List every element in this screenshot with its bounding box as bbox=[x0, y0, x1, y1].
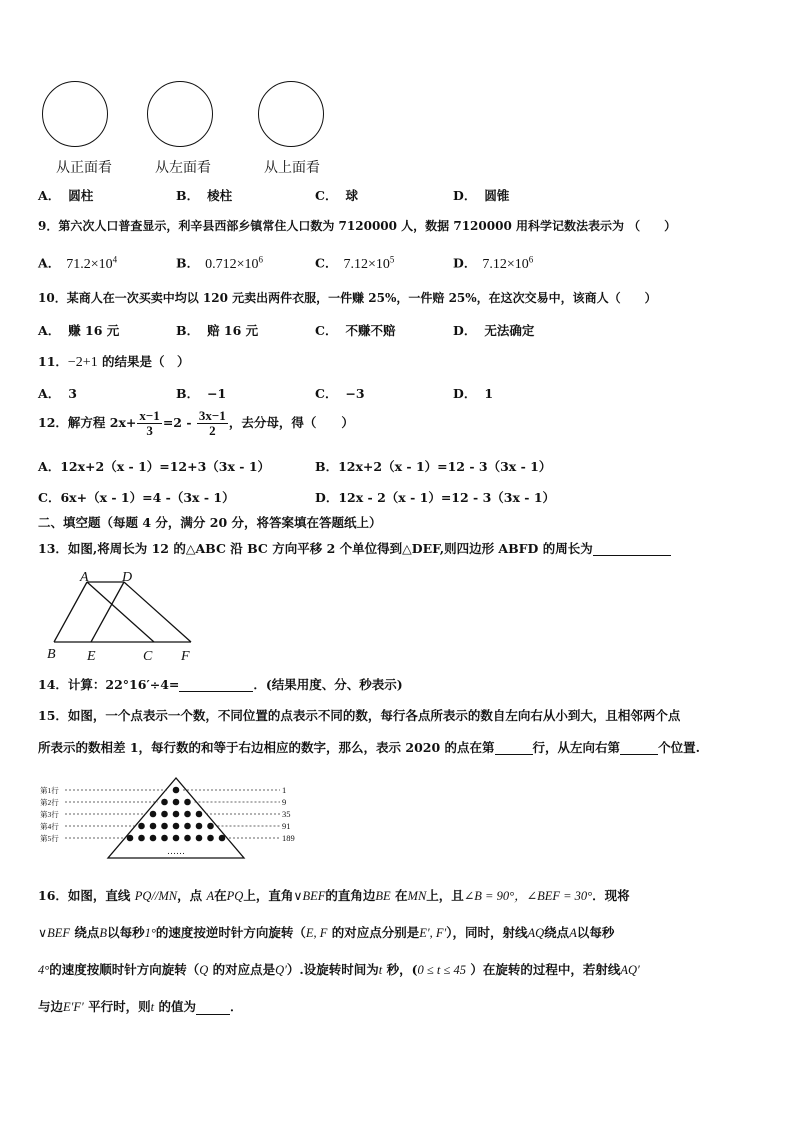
dot-row3-2 bbox=[161, 811, 168, 818]
row-label-5: 第5行 bbox=[40, 834, 59, 843]
row-label-3: 第3行 bbox=[40, 810, 59, 819]
dot-row3-5 bbox=[196, 811, 203, 818]
q10-option-a[interactable]: A． 赚 16 元 bbox=[38, 323, 120, 338]
q10-option-c[interactable]: C． 不赚不赔 bbox=[315, 323, 396, 338]
q15-dot-triangle-figure bbox=[38, 776, 300, 862]
q15-row-blank[interactable] bbox=[495, 740, 533, 755]
dot-row3-4 bbox=[184, 811, 191, 818]
dot-row5-7 bbox=[196, 835, 203, 842]
row-sum-5: 189 bbox=[282, 833, 295, 843]
q13-translation-figure bbox=[44, 568, 204, 663]
row-label-4: 第4行 bbox=[40, 822, 59, 831]
front-view-circle bbox=[42, 81, 108, 147]
q13-answer-blank[interactable] bbox=[593, 541, 671, 556]
q9-option-a[interactable]: A． $71.2\times 10^4$ bbox=[38, 254, 118, 272]
point-label-c: C bbox=[143, 649, 153, 663]
view-label-left: 从左面看 bbox=[155, 160, 211, 176]
q14-stem: 14．计算：22°16′÷4= ．(结果用度、分、秒表示) bbox=[38, 677, 403, 692]
point-label-f: F bbox=[181, 649, 190, 663]
point-label-a: A bbox=[80, 570, 89, 585]
row-sum-4: 91 bbox=[282, 821, 291, 831]
q11-option-d[interactable]: D． 1 bbox=[453, 386, 494, 401]
dot-row5-5 bbox=[173, 835, 180, 842]
dot-row4-1 bbox=[138, 823, 145, 830]
point-label-b: B bbox=[47, 647, 56, 662]
q16-answer-blank[interactable] bbox=[196, 1000, 230, 1015]
point-label-e: E bbox=[87, 649, 96, 663]
dot-row5-4 bbox=[161, 835, 168, 842]
q15-position-blank[interactable] bbox=[620, 740, 658, 755]
q11-option-a[interactable]: A． 3 bbox=[38, 386, 77, 401]
row-sum-1: 1 bbox=[282, 785, 287, 795]
q12-fraction-1: $\frac{x-1}{3}$ bbox=[139, 408, 160, 438]
q12-option-d[interactable]: D．12x - 2（x - 1）=12 - 3（3x - 1） bbox=[315, 490, 556, 505]
dot-row4-2 bbox=[150, 823, 157, 830]
q10-option-b[interactable]: B． 赔 16 元 bbox=[176, 323, 259, 338]
q12-stem: 12．解方程 2x+ $\frac{x-1}{3}$ =2 - $\frac{3x-1}{2}$ ，去分母，得（ ） bbox=[38, 408, 354, 438]
q13-stem: 13．如图,将周长为 12 的△ABC 沿 BC 方向平移 2 个单位得到△DEF,则四边形 ABFD 的周长为 bbox=[38, 541, 671, 556]
q11-stem: 11．−2+1 的结果是（ ） bbox=[38, 354, 190, 370]
q8-option-d[interactable]: D． 圆锥 bbox=[453, 188, 510, 203]
q8-option-b[interactable]: B． 棱柱 bbox=[176, 188, 233, 203]
dot-row4-6 bbox=[196, 823, 203, 830]
dot-row2-3 bbox=[184, 799, 191, 806]
q16-line4: 与边E′F′ 平行时，则t 的值为 ． bbox=[38, 999, 243, 1014]
view-label-top: 从上面看 bbox=[264, 160, 320, 176]
q9-option-b[interactable]: B． $0.712\times 10^6$ bbox=[176, 254, 263, 272]
dot-row4-5 bbox=[184, 823, 191, 830]
dot-row5-3 bbox=[150, 835, 157, 842]
dot-row5-6 bbox=[184, 835, 191, 842]
dot-row1-1 bbox=[173, 787, 180, 794]
segment-df bbox=[124, 582, 191, 642]
dot-row3-3 bbox=[173, 811, 180, 818]
segment-ac bbox=[87, 582, 154, 642]
dot-row2-1 bbox=[161, 799, 168, 806]
dot-row3-1 bbox=[150, 811, 157, 818]
q9-option-c[interactable]: C． $7.12\times 10^5$ bbox=[315, 254, 395, 272]
q16-line2: ∨BEF 绕点B以每秒1°的速度按逆时针方向旋转（E, F 的对应点分别是E′, F′），同时，射线AQ绕点A以每秒 bbox=[38, 925, 615, 940]
row-sum-2: 9 bbox=[282, 797, 287, 807]
segment-de bbox=[91, 582, 124, 642]
dot-row5-2 bbox=[138, 835, 145, 842]
q16-line3: 4°的速度按顺时针方向旋转（Q 的对应点是Q′）.设旋转时间为t 秒，(0 ≤ t ≤ 45 ）在旋转的过程中，若射线AQ′ bbox=[38, 962, 640, 977]
q15-line1: 15．如图，一个点表示一个数，不同位置的点表示不同的数，每行各点所表示的数自左向右从小到大，且相邻两个点 bbox=[38, 708, 681, 723]
dot-row4-3 bbox=[161, 823, 168, 830]
q8-option-a[interactable]: A． 圆柱 bbox=[38, 188, 94, 203]
q12-option-c[interactable]: C．6x+（x - 1）=4 -（3x - 1） bbox=[38, 490, 235, 505]
row-label-2: 第2行 bbox=[40, 798, 59, 807]
q10-option-d[interactable]: D． 无法确定 bbox=[453, 323, 535, 338]
dot-row4-4 bbox=[173, 823, 180, 830]
dot-row4-7 bbox=[207, 823, 214, 830]
dot-row5-8 bbox=[207, 835, 214, 842]
left-view-circle bbox=[147, 81, 213, 147]
q8-option-c[interactable]: C． 球 bbox=[315, 188, 358, 203]
q11-option-c[interactable]: C． −3 bbox=[315, 386, 365, 401]
q12-fraction-2: $\frac{3x-1}{2}$ bbox=[198, 408, 226, 438]
q12-option-b[interactable]: B．12x+2（x - 1）=12 - 3（3x - 1） bbox=[315, 459, 552, 474]
point-label-d: D bbox=[122, 570, 133, 585]
q14-answer-blank[interactable] bbox=[179, 677, 253, 692]
q15-line2: 所表示的数相差 1，每行数的和等于右边相应的数字，那么，表示 2020 的点在第 行，从左向右第 个位置. bbox=[38, 740, 700, 755]
dot-row5-1 bbox=[127, 835, 134, 842]
view-label-front: 从正面看 bbox=[56, 160, 112, 176]
dot-row5-9 bbox=[219, 835, 226, 842]
dots-ellipsis: …… bbox=[167, 846, 185, 856]
top-view-circle bbox=[258, 81, 324, 147]
q9-stem: 9．第六次人口普查显示，利辛县西部乡镇常住人口数为 7120000 人，数据 7120000 用科学记数法表示为 （ ） bbox=[38, 219, 677, 233]
q11-option-b[interactable]: B． −1 bbox=[176, 386, 227, 401]
q9-option-d[interactable]: D． $7.12\times 10^6$ bbox=[453, 254, 534, 272]
q16-line1: 16．如图，直线 PQ//MN，点 A在PQ上，直角∨BEF的直角边BE 在MN上，且∠B = 90°，∠BEF = 30°．现将 bbox=[38, 888, 630, 903]
q12-option-a[interactable]: A．12x+2（x - 1）=12+3（3x - 1） bbox=[38, 459, 271, 474]
section-heading: 二、填空题（每题 4 分，满分 20 分，将答案填在答题纸上） bbox=[38, 515, 382, 530]
row-sum-3: 35 bbox=[282, 809, 291, 819]
q10-stem: 10．某商人在一次买卖中均以 120 元卖出两件衣服，一件赚 25%，一件赔 25%，在这次交易中，该商人（ ） bbox=[38, 291, 657, 305]
segment-ab bbox=[54, 582, 87, 642]
row-label-1: 第1行 bbox=[40, 786, 59, 795]
dot-row2-2 bbox=[173, 799, 180, 806]
